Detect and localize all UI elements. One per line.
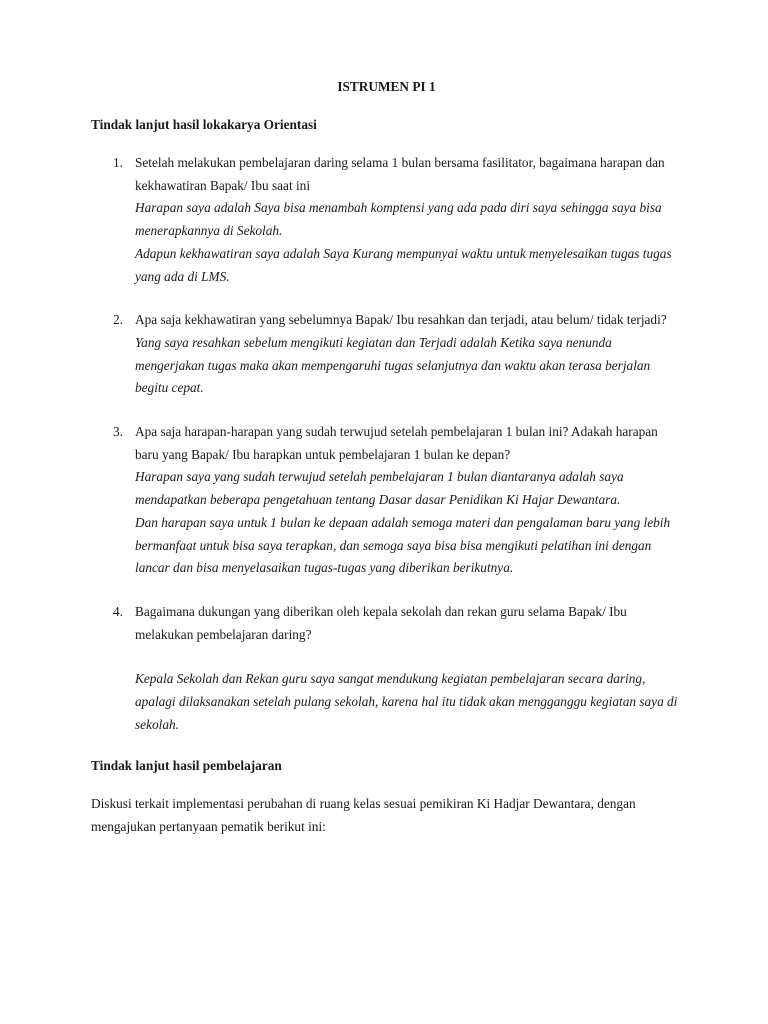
section-paragraph: Diskusi terkait implementasi perubahan di ruang kelas sesuai pemikiran Ki Hadjar Dewantara, dengan mengajukan pertanyaan pematik berikut ini: bbox=[91, 796, 636, 835]
question-item-3 bbox=[91, 421, 682, 580]
answer-text: Yang saya resahkan sebelum mengikuti kegiatan dan Terjadi adalah Ketika saya nenunda mengerjakan tugas maka akan mempengaruhi tugas selanjutnya dan waktu akan terasa berjalan begitu cepat. bbox=[135, 334, 651, 396]
question-list bbox=[91, 152, 682, 736]
question-text: Apa saja harapan-harapan yang sudah terwujud setelah pembelajaran 1 bulan ini? Adakah harapan baru yang Bapak/ Ibu harapkan untuk pembelajaran 1 bulan ke depan? bbox=[135, 424, 658, 462]
document-title: ISTRUMEN PI 1 bbox=[337, 79, 436, 94]
question-number: 1. bbox=[113, 155, 123, 170]
question-item-2 bbox=[91, 309, 682, 400]
answer-text: Harapan saya adalah Saya bisa menambah komptensi yang ada pada diri saya sehingga saya bisa menerapkannya di Sekolah. bbox=[135, 200, 662, 239]
section-heading-orientasi: Tindak lanjut hasil lokakarya Orientasi bbox=[91, 117, 317, 132]
question-number: 3. bbox=[113, 424, 123, 440]
answer-text: Dan harapan saya untuk 1 bulan ke depaan adalah semoga materi dan pengalaman baru yang lebih bermanfaat untuk bisa saya terapkan, dan semoga saya bisa bisa mengikuti pelatihan ini dengan lancar dan bisa menyelasaikan tugas-tugas yang diberikan berikutnya. bbox=[135, 514, 671, 576]
question-text: Apa saja kekhawatiran yang sebelumnya Bapak/ Ibu resahkan dan terjadi, atau belum/ tidak terjadi? bbox=[135, 312, 667, 328]
question-text: Setelah melakukan pembelajaran daring selama 1 bulan bersama fasilitator, bagaimana harapan dan kekhawatiran Bapak/ Ibu saat ini bbox=[135, 155, 665, 193]
answer-text: Adapun kekhawatiran saya adalah Saya Kurang mempunyai waktu untuk menyelesaikan tugas tugas yang ada di LMS. bbox=[135, 245, 672, 284]
question-number: 4. bbox=[113, 603, 123, 619]
answer-text: Kepala Sekolah dan Rekan guru saya sangat mendukung kegiatan pembelajaran secara daring, apalagi dilaksanakan setelah pulang sekolah, karena hal itu tidak akan mengganggu kegiatan saya di sekolah. bbox=[135, 671, 678, 732]
question-number: 2. bbox=[113, 312, 123, 328]
question-text: Bagaimana dukungan yang diberikan oleh kepala sekolah dan rekan guru selama Bapak/ Ibu melakukan pembelajaran daring? bbox=[135, 603, 627, 642]
question-item-4 bbox=[91, 601, 682, 737]
answer-text: Harapan saya yang sudah terwujud setelah pembelajaran 1 bulan diantaranya adalah saya mendapatkan beberapa pengetahuan tentang Dasar dasar Penidikan Ki Hajar Dewantara. bbox=[135, 469, 624, 508]
question-item-1 bbox=[91, 152, 682, 288]
section-heading-pembelajaran: Tindak lanjut hasil pembelajaran bbox=[91, 758, 282, 774]
